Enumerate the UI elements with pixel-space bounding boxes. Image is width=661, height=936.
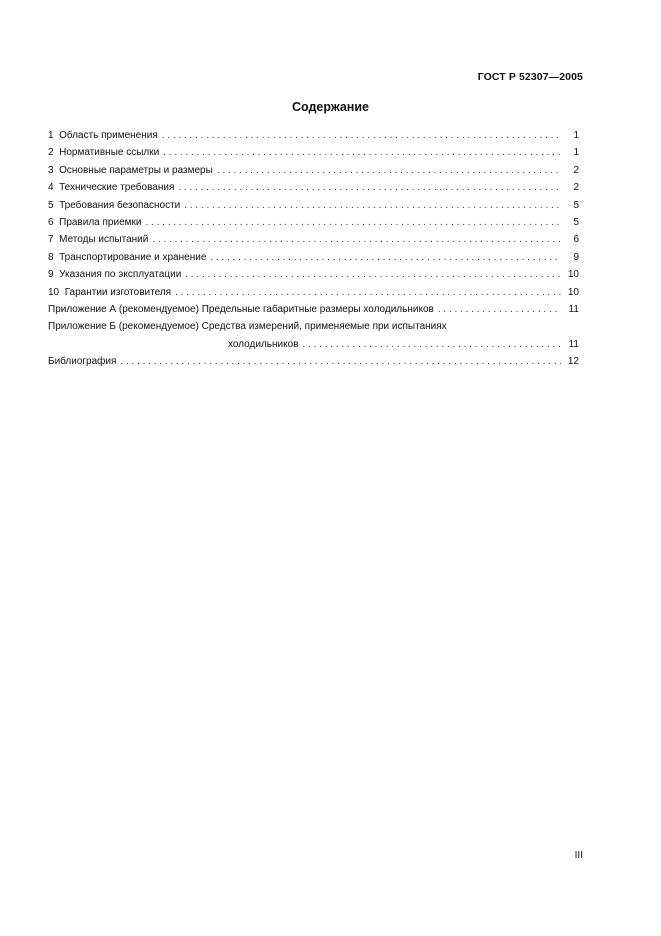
toc-item-5[interactable] xyxy=(48,197,579,214)
toc-item-8[interactable] xyxy=(48,249,579,266)
document-header: ГОСТ Р 52307—2005 xyxy=(477,71,583,83)
toc-item-label: Гарантии изготовителя xyxy=(64,286,172,298)
toc-item-7[interactable] xyxy=(48,231,579,248)
toc-appendix-a[interactable] xyxy=(48,301,579,318)
toc-item-page: 10 xyxy=(567,269,579,281)
toc-item-page: 11 xyxy=(568,338,579,350)
toc-item-number: 3 xyxy=(48,164,54,176)
toc-item-page: 11 xyxy=(568,303,579,315)
toc-item-label: Нормативные ссылки xyxy=(59,147,160,159)
toc-item-2[interactable] xyxy=(48,144,579,161)
toc-leader-dots xyxy=(302,336,561,353)
toc-item-10[interactable] xyxy=(48,284,579,301)
toc-item-label: Указания по эксплуатации xyxy=(59,269,182,281)
toc-leader-dots xyxy=(185,266,561,283)
toc-item-number: 1 xyxy=(48,130,54,141)
toc-item-label: Приложение Б (рекомендуемое) Средства измерений, применяемые при испытаниях xyxy=(48,321,447,333)
toc-item-page: 5 xyxy=(573,199,579,211)
toc-leader-dots xyxy=(175,284,561,301)
toc-item-label: Библиография xyxy=(48,356,117,368)
toc-bibliography[interactable] xyxy=(48,353,579,370)
toc-appendix-b[interactable] xyxy=(48,318,579,335)
toc-item-number: 5 xyxy=(48,199,54,211)
toc-item-number: 2 xyxy=(48,147,54,159)
toc-item-label: Транспортирование и хранение xyxy=(59,251,207,263)
toc-item-page: 12 xyxy=(567,356,579,368)
toc-item-label: Основные параметры и размеры xyxy=(59,164,213,176)
table-of-contents xyxy=(48,127,579,370)
toc-item-4[interactable] xyxy=(48,179,579,196)
toc-item-label: Правила приемки xyxy=(59,216,142,228)
toc-item-label: холодильников xyxy=(228,338,299,350)
page-number: III xyxy=(574,850,583,861)
toc-item-9[interactable] xyxy=(48,266,579,283)
toc-leader-dots xyxy=(145,214,561,231)
toc-item-number: 8 xyxy=(48,251,54,263)
toc-item-page: 2 xyxy=(573,164,579,176)
toc-item-number: 7 xyxy=(48,234,54,246)
toc-item-number: 9 xyxy=(48,269,54,281)
toc-item-page: 6 xyxy=(573,234,579,246)
toc-item-page: 1 xyxy=(573,147,579,159)
toc-leader-dots xyxy=(163,144,561,161)
toc-leader-dots xyxy=(438,301,561,318)
toc-item-page: 2 xyxy=(573,182,579,194)
toc-item-number: 6 xyxy=(48,216,54,228)
toc-title: Содержание xyxy=(291,100,369,114)
toc-item-page: 9 xyxy=(573,251,579,263)
toc-leader-dots xyxy=(178,179,561,196)
toc-leader-dots xyxy=(152,231,561,248)
toc-item-label: Приложение А (рекомендуемое) Предельные габаритные размеры холодильников xyxy=(48,303,434,315)
toc-item-page: 10 xyxy=(567,286,579,298)
toc-item-number: 4 xyxy=(48,182,54,194)
toc-leader-dots xyxy=(217,162,561,179)
toc-leader-dots xyxy=(210,249,561,266)
toc-item-3[interactable] xyxy=(48,162,579,179)
toc-item-label: Требования безопасности xyxy=(59,199,181,211)
toc-item-label: Методы испытаний xyxy=(59,234,149,246)
toc-appendix-b-continuation[interactable] xyxy=(48,336,579,353)
toc-item-6[interactable] xyxy=(48,214,579,231)
toc-item-1[interactable] xyxy=(48,127,579,144)
toc-item-page: 1 xyxy=(573,130,579,141)
toc-item-label: Область применения xyxy=(59,130,158,141)
toc-item-number: 10 xyxy=(48,286,60,298)
toc-leader-dots xyxy=(184,197,561,214)
toc-item-page: 5 xyxy=(573,216,579,228)
toc-leader-dots xyxy=(120,353,561,370)
toc-item-label: Технические требования xyxy=(59,182,175,194)
toc-leader-dots xyxy=(162,127,561,144)
